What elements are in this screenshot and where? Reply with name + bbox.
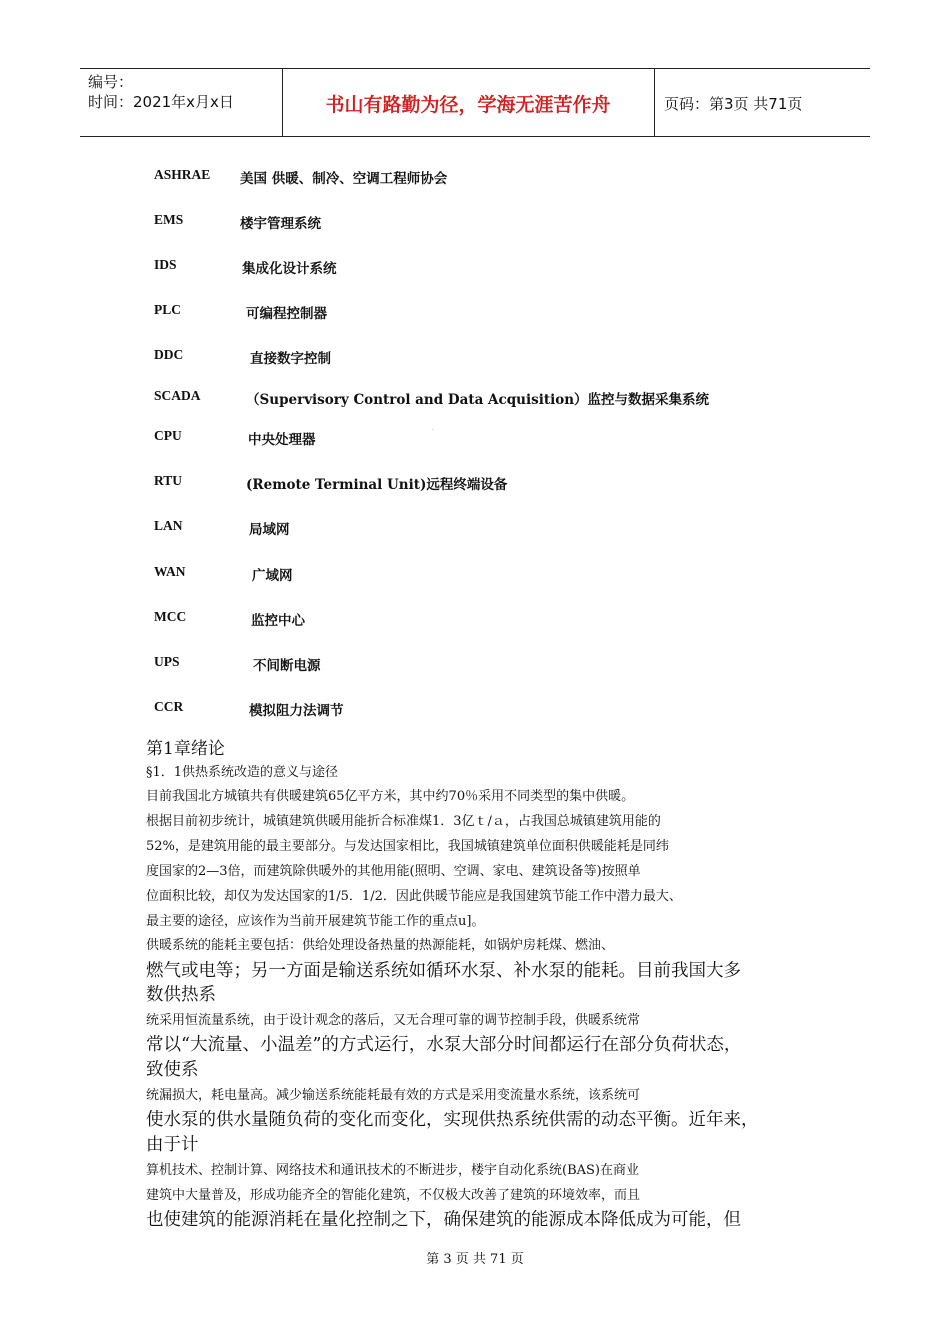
body-line: 最主要的途径，应该作为当前开展建筑节能工作的重点u]。	[146, 914, 485, 929]
abbr-definition: （Supervisory Control and Data Acquisition）监控与数据采集系统	[246, 392, 710, 408]
abbr-row	[154, 564, 293, 584]
abbr-term: WAN	[154, 564, 186, 579]
abbr-row	[154, 388, 710, 408]
body-line: 使水泵的供水量随负荷的变化而变化，实现供热系统供需的动态平衡。近年来，	[146, 1110, 759, 1130]
body-line: 也使建筑的能源消耗在量化控制之下，确保建筑的能源成本降低成为可能，但	[146, 1210, 741, 1230]
abbr-row	[154, 654, 321, 674]
abbr-row	[154, 428, 316, 448]
header-bottom-rule	[80, 136, 870, 137]
page-footer: 第 3 页 共 71 页	[426, 1252, 524, 1267]
body-line: 位面积比较，却仅为发达国家的1/5．1/2．因此供暖节能应是我国建筑节能工作中潜力最大、	[146, 889, 682, 904]
scan-speck: ·	[432, 427, 434, 434]
abbr-definition: 监控中心	[251, 613, 305, 629]
body-line: 燃气或电等；另一方面是输送系统如循环水泵、补水泵的能耗。目前我国大多	[146, 961, 741, 981]
body-line: 常以“大流量、小温差”的方式运行，水泵大部分时间都运行在部分负荷状态，	[146, 1035, 742, 1055]
abbr-term: RTU	[154, 473, 183, 488]
body-line: 由于计	[146, 1135, 199, 1155]
abbr-row	[154, 302, 327, 322]
body-line: 目前我国北方城镇共有供暖建筑65亿平方米，其中约70％采用不同类型的集中供暖。	[146, 789, 635, 804]
body-line: 度国家的2—3倍，而建筑除供暖外的其他用能(照明、空调、家电、建筑设备等)按照单	[146, 864, 641, 879]
header-page-label: 页码：第3页 共71页	[664, 95, 803, 113]
abbr-definition: 可编程控制器	[246, 306, 327, 322]
abbr-term: DDC	[154, 347, 184, 362]
body-line: 供暖系统的能耗主要包括：供给处理设备热量的热源能耗，如锅炉房耗煤、燃油、	[146, 938, 615, 953]
serial-label: 编号：	[88, 73, 134, 91]
abbr-row	[154, 699, 344, 719]
abbr-definition: 局域网	[249, 522, 290, 538]
abbr-definition: 不间断电源	[253, 658, 321, 674]
abbr-term: SCADA	[154, 388, 201, 403]
abbr-term: CCR	[154, 699, 184, 714]
body-line: 建筑中大量普及，形成功能齐全的智能化建筑，不仅极大改善了建筑的环境效率，而且	[146, 1188, 641, 1203]
body-line: 致使系	[146, 1060, 199, 1080]
abbr-row	[154, 167, 448, 187]
body-line: 数供热系	[146, 985, 216, 1005]
abbr-row	[154, 257, 337, 277]
section-title: §1．1供热系统改造的意义与途径	[146, 765, 339, 780]
abbr-row	[154, 609, 305, 629]
body-line: 统漏损大，耗电量高。减少输送系统能耗最有效的方式是采用变流量水系统，该系统可	[146, 1088, 641, 1103]
abbr-term: ASHRAE	[154, 167, 211, 182]
abbr-definition: 楼宇管理系统	[240, 216, 321, 232]
abbr-row	[154, 212, 321, 232]
abbr-term: MCC	[154, 609, 187, 624]
abbr-definition: 模拟阻力法调节	[249, 703, 344, 719]
abbr-row	[154, 347, 331, 367]
abbr-term: CPU	[154, 428, 182, 443]
abbr-definition: 直接数字控制	[250, 351, 331, 367]
abbr-row	[154, 473, 508, 493]
abbr-definition: 集成化设计系统	[242, 261, 337, 277]
chapter-title: 第1章绪论	[146, 739, 225, 759]
abbr-term: IDS	[154, 257, 177, 272]
abbr-definition: 美国 供暖、制冷、空调工程师协会	[240, 171, 448, 187]
header-top-rule	[80, 68, 870, 69]
abbr-definition: 中央处理器	[248, 432, 316, 448]
body-line: 算机技术、控制计算、网络技术和通讯技术的不断进步，楼宇自动化系统(BAS)在商业	[146, 1163, 639, 1178]
abbr-definition: (Remote Terminal Unit)远程终端设备	[246, 477, 508, 493]
body-line: 52%，是建筑用能的最主要部分。与发达国家相比，我国城镇建筑单位面积供暖能耗是同纬	[146, 839, 669, 854]
abbr-term: PLC	[154, 302, 181, 317]
date-line: 时间：2021年x月x日	[88, 93, 234, 111]
abbr-term: UPS	[154, 654, 180, 669]
abbr-definition: 广域网	[252, 568, 293, 584]
abbr-term: LAN	[154, 518, 183, 533]
body-line: 根据目前初步统计，城镇建筑供暖用能折合标准煤1．3亿ｔ/ａ，占我国总城镇建筑用能的	[146, 814, 661, 829]
header-meta	[88, 72, 234, 112]
abbr-term: EMS	[154, 212, 184, 227]
abbr-row	[154, 518, 290, 538]
body-line: 统采用恒流量系统，由于设计观念的落后，又无合理可靠的调节控制手段，供暖系统常	[146, 1013, 641, 1028]
header-motto: 书山有路勤为径，学海无涯苦作舟	[325, 94, 611, 116]
header-divider-right	[654, 68, 655, 136]
